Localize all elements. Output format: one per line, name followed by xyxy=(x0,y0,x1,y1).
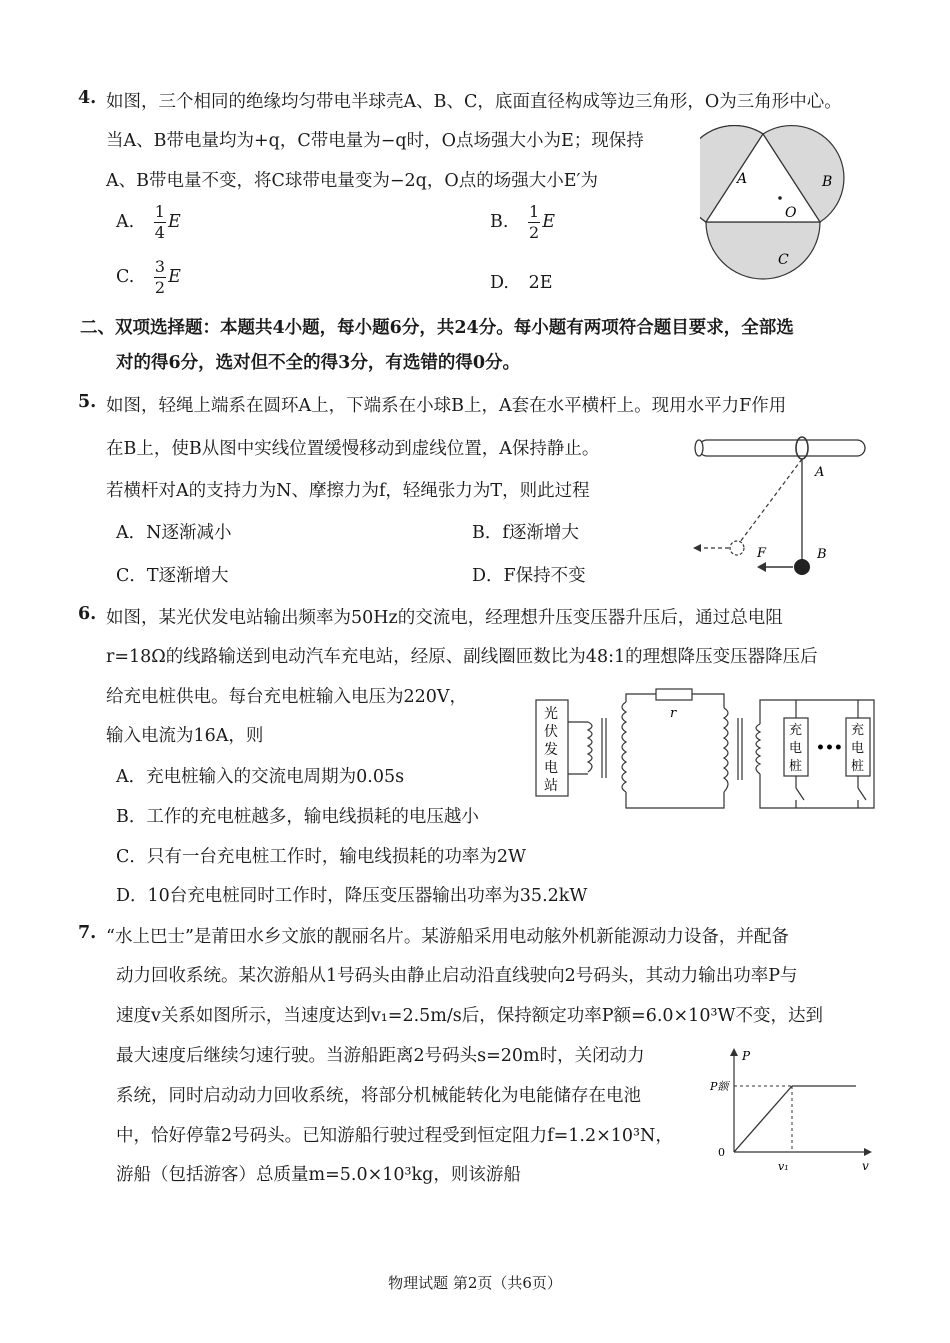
q6-option-c[interactable]: C．只有一台充电桩工作时，输电线损耗的功率为2W xyxy=(116,847,527,867)
origin-label: 0 xyxy=(718,1146,725,1159)
q7-line5: 系统，同时启动动力回收系统，将部分机械能转化为电能储存在电池 xyxy=(116,1086,641,1106)
option-label: A. xyxy=(116,212,135,232)
q4-number: 4. xyxy=(78,88,97,108)
label-a: A xyxy=(815,465,825,480)
q4-line1: 如图，三个相同的绝缘均匀带电半球壳A、B、C，底面直径构成等边三角形，O为三角形中心。 xyxy=(106,92,842,112)
step-up-secondary-coil xyxy=(622,702,626,792)
option-label: C. xyxy=(116,267,135,287)
horizontal-rod xyxy=(699,440,865,456)
q5-option-c[interactable]: C．T逐渐增大 xyxy=(116,566,229,586)
label-a: A xyxy=(737,171,748,187)
resistor-r xyxy=(656,689,692,700)
q6-line2: r=18Ω的线路输送到电动汽车充电站，经原、副线圈匝数比为48:1的理想降压变压器降压后 xyxy=(106,647,818,667)
hemisphere-c xyxy=(706,222,820,279)
q4-option-d[interactable] xyxy=(490,273,552,293)
q4-option-c[interactable]: C. $\frac{3}{2}$ E xyxy=(116,257,181,297)
q5-option-b[interactable]: B．f逐渐增大 xyxy=(472,523,579,543)
label-o: O xyxy=(785,205,797,221)
q5-option-a[interactable]: A．N逐渐减小 xyxy=(116,523,232,543)
arrow-head-dashed xyxy=(693,544,701,552)
v1-label: v₁ xyxy=(778,1160,789,1173)
q4-line3: A、B带电量不变，将C球带电量变为−2q，O点的场强大小E′为 xyxy=(106,171,598,191)
q5-rope-figure xyxy=(685,432,870,582)
x-axis-label: v xyxy=(862,1159,869,1173)
step-up-primary-coil xyxy=(588,722,592,772)
q7-line4: 最大速度后继续匀速行驶。当游船距离2号码头s=20m时，关闭动力 xyxy=(116,1046,645,1066)
option-label: D. xyxy=(490,273,509,293)
label-c: C xyxy=(778,252,789,268)
pile1-label: 充 电 桩 xyxy=(789,723,803,774)
fraction: $\frac{1}{4}$ xyxy=(154,202,165,242)
q6-option-a[interactable]: A．充电桩输入的交流电周期为0.05s xyxy=(116,767,405,787)
q7-line7: 游船（包括游客）总质量m=5.0×10³kg，则该游船 xyxy=(116,1165,521,1185)
p-rated-label: P额 xyxy=(710,1080,729,1093)
section2-title: 二、双项选择题：本题共4小题，每小题6分，共24分。每小题有两项符合题目要求，全部选 xyxy=(80,318,794,338)
q4-option-b[interactable]: B. $\frac{1}{2}$ E xyxy=(490,202,555,242)
label-f: F xyxy=(757,546,767,561)
q4-option-a[interactable]: A. $\frac{1}{4}$ E xyxy=(116,202,181,242)
q7-line3: 速度v关系如图所示，当速度达到v₁=2.5m/s后，保持额定功率P额=6.0×10³W不变，达到 xyxy=(116,1006,823,1026)
q7-line6: 中，恰好停靠2号码头。已知游船行驶过程受到恒定阻力f=1.2×10³N， xyxy=(116,1126,673,1146)
option-label: B. xyxy=(490,212,509,232)
ball-b xyxy=(794,559,810,575)
power-ramp-line xyxy=(734,1086,792,1152)
label-b: B xyxy=(822,174,833,190)
q6-option-d[interactable]: D．10台充电桩同时工作时，降压变压器输出功率为35.2kW xyxy=(116,886,588,906)
option-text: 2E xyxy=(528,273,553,293)
q6-line1: 如图，某光伏发电站输出频率为50Hz的交流电，经理想升压变压器升压后，通过总电阻 xyxy=(106,608,783,628)
switch-1 xyxy=(796,788,804,800)
fraction: $\frac{3}{2}$ xyxy=(154,257,166,297)
fraction: $\frac{1}{2}$ xyxy=(529,202,540,242)
q6-line3: 给充电桩供电。每台充电桩输入电压为220V， xyxy=(106,687,468,707)
q6-line4: 输入电流为16A，则 xyxy=(106,726,264,746)
q5-line3: 若横杆对A的支持力为N、摩擦力为f，轻绳张力为T，则此过程 xyxy=(106,481,590,501)
q4-line2: 当A、B带电量均为+q，C带电量为−q时，O点场强大小为E；现保持 xyxy=(106,131,644,151)
rope-dashed xyxy=(740,459,802,542)
q5-number: 5. xyxy=(78,392,97,412)
q6-option-b[interactable]: B．工作的充电桩越多，输电线损耗的电压越小 xyxy=(116,807,479,827)
q6-number: 6. xyxy=(78,604,97,624)
q5-option-d[interactable]: D．F保持不变 xyxy=(472,566,586,586)
q7-line2: 动力回收系统。某次游船从1号码头由静止启动沿直线驶向2号码头，其动力输出功率P与 xyxy=(116,966,798,986)
q7-power-velocity-graph xyxy=(700,1040,880,1180)
ball-dashed xyxy=(730,541,744,555)
q5-line1: 如图，轻绳上端系在圆环A上，下端系在小球B上，A套在水平横杆上。现用水平力F作用 xyxy=(106,396,787,416)
q7-line1: “水上巴士”是莆田水乡文旅的靓丽名片。某游船采用电动舷外机新能源动力设备，并配备 xyxy=(106,927,789,947)
section2-title-cont: 对的得6分，选对但不全的得3分，有选错的得0分。 xyxy=(116,353,521,373)
q6-circuit-diagram xyxy=(532,688,882,816)
step-down-secondary-coil xyxy=(756,724,760,774)
q7-number: 7. xyxy=(78,923,97,943)
center-point-o xyxy=(778,196,782,200)
switch-2 xyxy=(858,788,866,800)
step-down-primary-coil xyxy=(724,708,728,792)
label-r: r xyxy=(670,706,677,721)
ellipsis-dots: ••• xyxy=(816,740,843,756)
page-footer: 物理试题 第2页（共6页） xyxy=(388,1274,562,1292)
pile2-label: 充 电 桩 xyxy=(851,723,865,774)
q4-hemisphere-figure xyxy=(700,120,865,285)
y-axis-label: P xyxy=(742,1049,751,1063)
label-b: B xyxy=(817,547,827,562)
pv-station-label: 光 伏 发 电 站 xyxy=(544,706,558,794)
q5-line2: 在B上，使B从图中实线位置缓慢移动到虚线位置，A保持静止。 xyxy=(106,439,600,459)
